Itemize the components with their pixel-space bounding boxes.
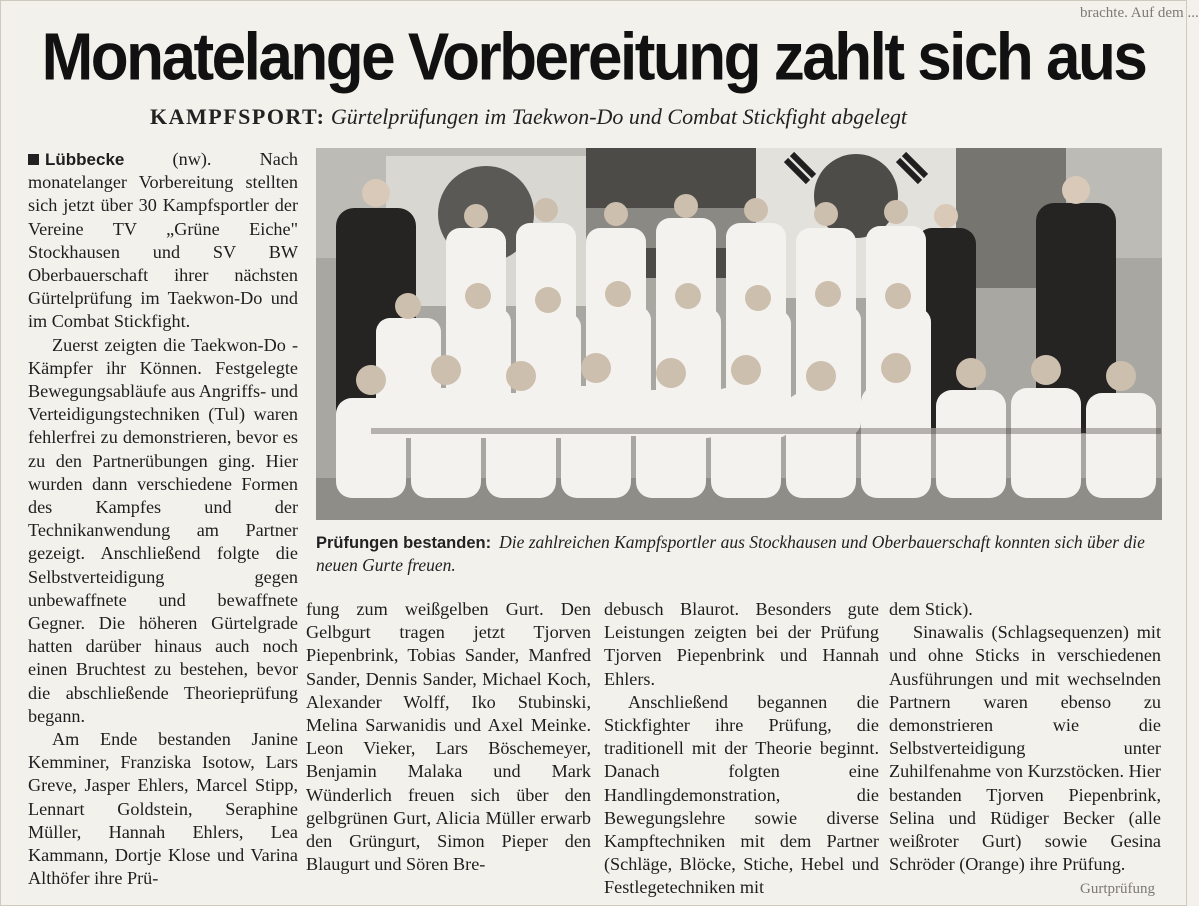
article-column-1 [28,148,298,891]
paragraph: fung zum weißgelben Gurt. Den Gelbgurt tragen jetzt Tjorven Piepenbrink, Tobias Sander, Manfred Sander, Dennis Sander, Michael Koch, Alexander Wolff, Iko Stubinski, Melina Sarwanidis und Axel Meinke. Leon Vieker, Lars Böschemeyer, Benjamin Malaka und Mark Wünderlich freuen sich über den gelbgrünen Gurt, Alicia Müller erwarb den Grüngurt, Simon Pieper den Blaugurt und Sören Bre- [306,599,591,875]
lead-text: (nw). Nach monatelanger Vorbereitung stellten sich jetzt über 30 Kampfsportler der Vereine TV „Grüne Eiche" Stockhausen und SV BW Oberbauerschaft ihrer nächsten Gürtelprüfung im Taekwon-Do und im Combat Stickfight. [28,149,298,332]
bleed-text-bottom-right: Gurtprüfung [1080,881,1155,897]
article-column-2 [306,598,591,876]
subhead-topic: Gürtelprüfungen im Taekwon-Do und Combat Stickfight abgelegt [330,104,907,129]
subhead-kicker: KAMPFSPORT: [150,104,326,129]
paragraph: Anschließend begannen die Stickfighter ihre Prüfung, die traditionell mit der Theorie beginnt. Danach folgten eine Handlingdemonstration, die Bewegungslehre sowie diverse Kampftechniken mit dem Partner (Schläge, Blöcke, Stiche, Hebel und Festlegetechniken mit [604,691,879,898]
lead-paragraph [28,148,298,334]
group-photo [316,148,1162,520]
lead-square-icon [28,154,39,165]
article-column-4 [889,598,1161,876]
group-photo-image [316,148,1162,520]
paragraph: dem Stick). [889,599,973,619]
paragraph: Sinawalis (Schlagsequenzen) mit und ohne Sticks in verschiedenen Ausführungen und mit wechselnden Partnern waren ebenso zu demonstrieren wie die Selbstverteidigung unter Zuhilfenahme von Kurzstöcken. Hier bestanden Tjorven Piepenbrink, Selina und Rüdiger Becker (alle weißroter Gurt) sowie Gesina Schröder (Orange) ihre Prüfung. [889,622,1161,875]
bleed-text-top-right: brachte. Auf dem ... [1080,5,1199,21]
paragraph: Am Ende bestanden Janine Kemminer, Franziska Isotow, Lars Greve, Jasper Ehlers, Marcel Stipp, Lennart Goldstein, Seraphine Müller, Hannah Ehlers, Lea Kammann, Dortje Klose und Varina Althöfer ihre Prü- [28,729,298,889]
lead-place: Lübbecke [45,150,125,169]
paragraph: Zuerst zeigten die Taekwon-Do -Kämpfer ihr Können. Festgelegte Bewegungsabläufe aus Angriffs- und Verteidigungstechniken (Tul) waren fehlerfrei zu demonstrieren, bevor es zu den Partnerübungen ging. Hier wurden dann verschiedene Formen des Kampfes und der Technikanwendung am Partner gezeigt. Anschließend folgte die Selbstverteidigung gegen unbewaffnete und bewaffnete Gegner. Die höheren Gürtelgrade hatten darüber hinaus auch noch einen Bruchtest zu bestehen, bevor die abschließende Theorieprüfung begann. [28,334,298,726]
headline: Monatelange Vorbereitung zahlt sich aus [41,20,1146,95]
article-column-3 [604,598,879,900]
caption-text: Die zahlreichen Kampfsportler aus Stockhausen und Oberbauerschaft konnten sich über die neuen Gurte freuen. [316,532,1145,575]
paragraph: debusch Blaurot. Besonders gute Leistungen zeigten bei der Prüfung Tjorven Piepenbrink und Hannah Ehlers. [604,599,879,689]
caption-title: Prüfungen bestanden: [316,534,492,552]
photo-caption [316,531,1162,576]
subhead [150,104,1050,130]
